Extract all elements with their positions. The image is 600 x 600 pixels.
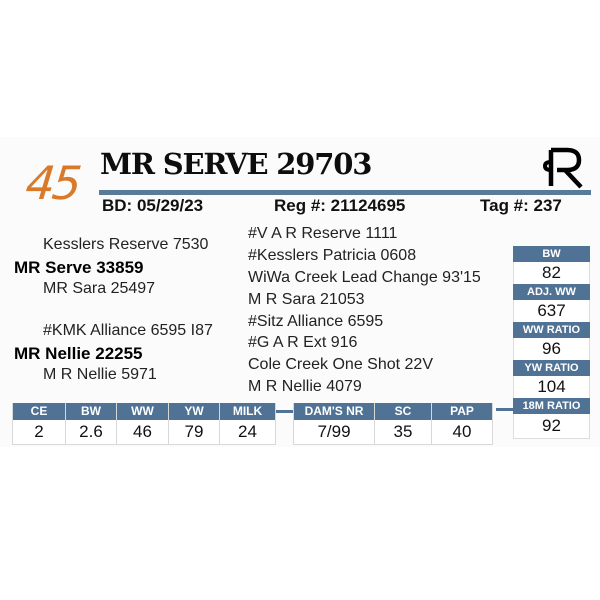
dam-col-pap <box>432 403 493 445</box>
connector-line <box>496 408 514 411</box>
title-divider <box>99 190 591 195</box>
connector-line <box>273 410 293 413</box>
great-grandparent: #Sitz Alliance 6595 <box>248 313 384 330</box>
stat-value-bw: 82 <box>513 262 590 284</box>
dam-stat-header: SC <box>375 403 431 420</box>
epd-value: 2.6 <box>66 420 116 445</box>
stat-value-ww-ratio: 96 <box>513 338 590 360</box>
great-grandparent: WiWa Creek Lead Change 93'15 <box>248 269 481 286</box>
epd-col-ce <box>12 403 66 445</box>
sire-sire: Kesslers Reserve 7530 <box>43 236 209 253</box>
stat-value-adj-ww: 637 <box>513 300 590 322</box>
great-grandparent: M R Nellie 4079 <box>248 378 362 395</box>
dam-col-nr <box>293 403 375 445</box>
great-grandparent: #Kesslers Patricia 0608 <box>248 247 417 264</box>
great-grandparent: Cole Creek One Shot 22V <box>248 356 433 373</box>
dam-col-sc <box>375 403 432 445</box>
epd-header: WW <box>117 403 168 420</box>
epd-header: CE <box>13 403 65 420</box>
stat-value-yw-ratio: 104 <box>513 376 590 398</box>
epd-table <box>12 403 276 445</box>
animal-name: MR SERVE 29703 <box>100 147 372 181</box>
epd-value: 46 <box>117 420 168 445</box>
epd-col-ww <box>117 403 169 445</box>
birth-date: BD: 05/29/23 <box>102 196 204 215</box>
performance-stats <box>513 246 590 439</box>
epd-col-milk <box>220 403 276 445</box>
stat-value-18m-ratio: 92 <box>513 414 590 439</box>
epd-value: 24 <box>220 420 275 445</box>
epd-col-bw <box>66 403 117 445</box>
epd-col-yw <box>169 403 220 445</box>
stat-label-ww-ratio: WW RATIO <box>513 322 590 338</box>
tag-number: Tag #: 237 <box>480 196 562 215</box>
stat-label-18m-ratio: 18M RATIO <box>513 398 590 414</box>
epd-value: 79 <box>169 420 219 445</box>
sire-dam: MR Sara 25497 <box>43 280 156 297</box>
great-grandparent: #V A R Reserve 1111 <box>248 225 398 242</box>
dam-stat-value: 40 <box>432 420 492 445</box>
stat-label-bw: BW <box>513 246 590 262</box>
stat-label-adj-ww: ADJ. WW <box>513 284 590 300</box>
epd-header: BW <box>66 403 116 420</box>
stat-label-yw-ratio: YW RATIO <box>513 360 590 376</box>
great-grandparent: M R Sara 21053 <box>248 291 365 308</box>
epd-value: 2 <box>13 420 65 445</box>
dam-stat-header: PAP <box>432 403 492 420</box>
epd-header: MILK <box>220 403 275 420</box>
epd-header: YW <box>169 403 219 420</box>
dam-stat-header: DAM'S NR <box>294 403 374 420</box>
registration-number: Reg #: 21124695 <box>274 196 406 215</box>
sire: MR Serve 33859 <box>14 258 144 277</box>
dam: MR Nellie 22255 <box>14 344 143 363</box>
dam-dam: M R Nellie 5971 <box>43 366 157 383</box>
dam-stat-value: 35 <box>375 420 431 445</box>
ranch-r-brand-icon <box>543 146 587 190</box>
lot-number: 45 <box>23 156 82 210</box>
dam-stats-table <box>293 403 493 445</box>
great-grandparent: #G A R Ext 916 <box>248 334 358 351</box>
dam-sire: #KMK Alliance 6595 I87 <box>43 322 213 339</box>
dam-stat-value: 7/99 <box>294 420 374 445</box>
